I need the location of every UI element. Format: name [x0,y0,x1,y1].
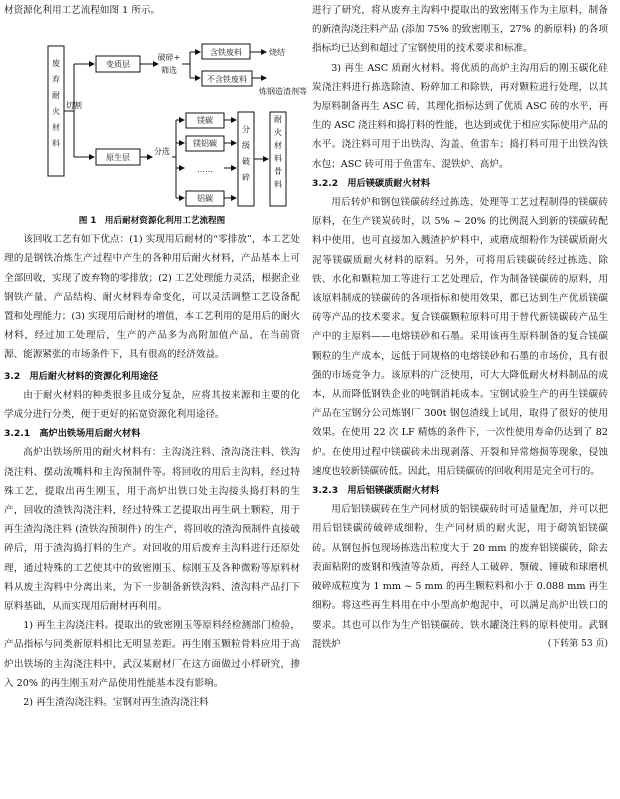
right-column [312,0,608,654]
mag-al-label: 镁铝碳 [193,139,217,149]
paragraph-advantages: 该回收工艺有如下优点：(1) 实现用后耐材的“零排放”，本工艺处理的是钢铁冶炼生产过程中产生的各种用后耐火材料，产品基本上可全部回收，实现了废弃物的零排放；(2) 工艺处理能力灵活，根据企业钢铁产量、产品结构、耐火材料寿命变化，可以灵活调整工艺设备配置和处理能力；(3) 实现用后耐材的增值，本工艺利用的是用后的耐火材料，经过加工处理后，生产的产品多为高附加值产品，在当前资源、能源紧张的市场条件下，具有很高的经济效益。 [4,234,300,361]
cut-label: 切割 [66,101,82,111]
original-label: 原生层 [106,153,130,163]
paragraph-slag-continued: 进行了研究，将从废弃主沟料中提取出的致密刚玉作为主原料，制备的新渣沟浇注料产品 (添加 75% 的致密刚玉，27% 的新原料) 的各项指标均已达到和超过了宝钢使用的技术要求和标准。 [312,5,608,55]
section-3-2-1: 3.2.1 高炉出铁场用后耐火材料 [4,428,141,440]
crush-label: 破碎+ [157,53,181,63]
figure-caption: 图 1 用后耐材资源化利用工艺流程图 [78,216,226,227]
sorting-label: 分选 [154,147,170,157]
paragraph-blast-furnace: 高炉出铁场所用的耐火材料有：主沟浇注料、渣沟浇注料、铁沟浇注料、摆动流嘴料和主沟预制件等。将回收的用后主沟料，经过特殊工艺，提取出再生刚玉，用于高炉出铁口处主沟接头捣打料的生产，回收的渣铁沟浇注料，经过特殊工艺提取出再生矾土颗粒，用于再生渣沟浇注料 (渣铁沟预制件) 的生产，将回收的渣沟预制件直接破碎后，用于渣沟捣打料的生产。对回收的用后废弃主沟料进行还原处理，通过特殊的工艺使其中的致密刚玉、棕刚玉及各种微粉等原料材料从废主沟料中分离出来，为下一步制备新铁沟料、渣沟料产品打下原料基础，从而实现用后耐材再利用。 [4,447,300,613]
flowchart-svg [4,22,307,210]
paragraph-al-mg-c-text: 用后铝镁碳砖在生产同材质的铝镁碳砖时可适量配加，并可以把用后铝镁碳砖破碎成细粉，生产同材质的耐火泥，用于砌筑铝镁碳砖。从钢包拆包现场拣选出粒度大于 20 mm 的废弃铝镁碳砖，除去表面粘附的废钢和残渣等杂质，再经人工破碎、颚破、锤破和球磨机破碎成粒度为 1 mm ~ 5 mm 的再生颗粒料和小于 0.088 mm 再生细粉。将这些再生料用在中小型高炉炮泥中，可以满足高炉出铁口的要求。其也可以作为生产铝镁碳砖、铁水罐浇注料的原料使用。武钢混铁炉 [312,504,608,650]
aggregate-label: 耐火材料骨料 [274,115,282,190]
mag-label: 镁碳 [197,116,213,126]
flowchart-figure [4,22,307,210]
paragraph-asc: 3) 再生 ASC 质耐火材料。将优质的高炉主沟用后的刚玉碳化硅炭浇注料进行拣选除渣、粉碎加工和除铁，再对颗粒进行处理，以其为原料制备再生 ASC 砖，其理化指标达到了优质 ASC 砖的水平，再生的 ASC 浇注料和捣打料的性能，也达到或优于相应实际使用产品的水平。浇注料可用于出铁沟、沟盖、鱼雷车；捣打料可用于出铁沟铁水包；ASC 砖可用于鱼雷车、混铁炉、高炉。 [312,62,608,170]
paragraph-mgo-c: 用后转炉和钢包镁碳砖经过拣选、处理等工艺过程制得的镁碳砖原料，在生产镁炭砖时，以 5% ~ 20% 的比例混入到新的镁碳砖配料中使用，也可直接加入溅渣护炉料中，或磨成细粉作为镁碳质耐火泥等镁碳质耐火材料的原料。另外，可将用后镁碳砖经过拣选、除铁、水化和颗粒加工等进行工艺处理后，作为制备镁碳砖的原料，用该原料制成的镁碳砖的各项指标和使用效果，都已达到生产优质镁碳砖等产品的技术要求。复合镁碳颗粒原料可用于替代新镁碳砖产品生产中的主原料——电熔镁砂和石墨。采用该再生原料制备的复合镁碳颗粒的生产成本，远低于同规格的电熔镁砂和石墨的市场价，具有很强的市场竞争力。该原料的广泛使用，可大大降低耐火材料制品的成本，从而降低钢铁企业的吨钢消耗成本。宝钢试验生产的再生镁碳砖产品在宝钢分公司炼钢厂 300t 钢包渣线上试用，取得了很好的使用效果。在使用 22 次 LF 精炼的条件下，一次性使用寿命仍达到了 82 炉。在使用过程中镁碳砖未出现剥落、开裂和异常熔损等现象，侵蚀速度也较新镁碳砖低。因此，用后镁碳砖的回收利用是完全可行的。 [312,197,608,477]
paragraph-main-trough: 1) 再生主沟浇注料。提取出的致密刚玉等原料经检测部门检验，产品指标与同类新原料相比无明显差距。再生刚玉颗粒骨料应用于高炉出铁场的主沟浇注料中，武汉某耐材厂在这方面做过小样研究，掺入 20% 的再生刚玉对产品使用性能基本没有影响。 [4,620,300,689]
grading-label: 分级破碎 [242,125,250,183]
alu-label: 铝碳 [197,194,213,204]
calcine-label: 烧结 [269,48,285,58]
ellipsis-label: …… [197,165,213,175]
deteriorated-label: 变质层 [106,60,130,70]
section-3-2-3: 3.2.3 用后铝镁碳质耐火材料 [312,485,440,497]
intro-line: 材资源化利用工艺流程如图 1 所示。 [4,5,161,16]
source-label: 废弃耐火材料 [52,59,60,149]
paragraph-slag-trough: 2) 再生渣沟浇注料。宝钢对再生渣沟浇注料 [23,697,209,709]
section-3-2-2: 3.2.2 用后镁碳质耐火材料 [312,177,431,189]
without-iron-label: 不含铁废料 [207,75,247,85]
paragraph-al-mg-c [312,500,608,654]
left-column [4,0,307,712]
paragraph-classification: 由于耐火材料的种类很多且成分复杂，应将其按来源和主要的化学成分进行分类，便于更好的拓宽资源化利用途径。 [4,389,300,421]
sieve-label: 筛选 [161,66,177,76]
slag-label: 炼钢造渣剂等 [259,87,307,97]
with-iron-label: 含铁废料 [210,48,242,58]
section-3-2: 3.2 用后耐火材料的资源化利用途径 [4,370,159,382]
continued-note: (下转第 53 页) [547,638,608,649]
